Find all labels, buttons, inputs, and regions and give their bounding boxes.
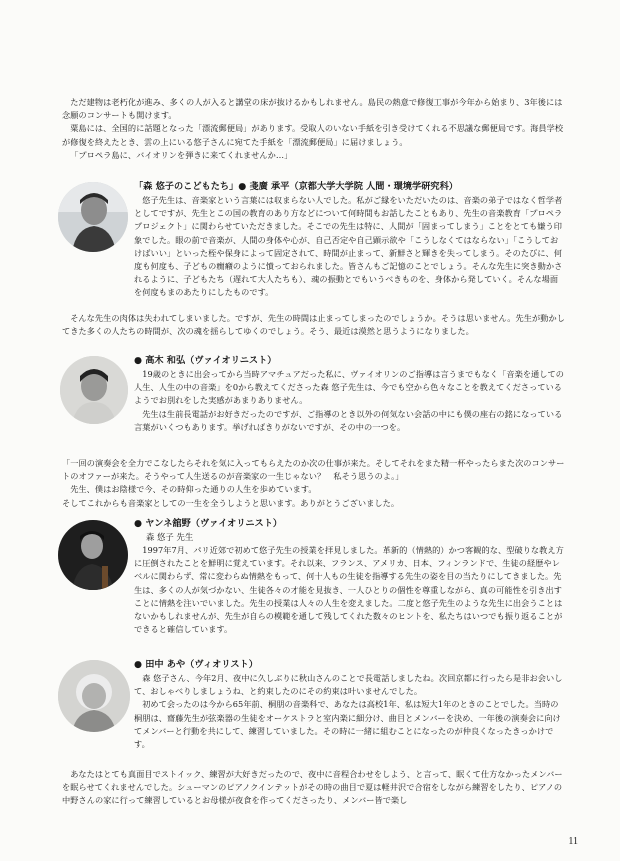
section-heading: ● 田中 あや（ヴィオリスト） (134, 659, 258, 670)
section-paragraph: 悠子先生は、音楽家という言葉には収まらない人でした。私がご縁をいただいたのは、音楽の弟子ではなく哲学者としてですが、先生とこの国の教育のあり方などについて何時間もお話したこともあり、先生の音楽教育「プロペラプロジェクト」に関わらせていただきました。そこでの先生は特に、人間が「固まってしまう」ことをとても嫌う印象でした。眼の前で音楽が、人間の身体や心が、自己否定や自己顕示欲や「こうしなくてはならない」「こうしておけばいい」といった桎や保身によって固定されて、時間が止まって、新鮮さと輝きを失ってしまう。そのたびに、何度も何度も、子どもの癇癪のように憤っておられました。皆さんもご記憶のことでしょう。そんな先生に突き動かされるように、子どもたち（遅れて大人たちも）、魂の振動とでもいうべきものを、身体から発していく。そんな場面を何度もまのあたりにしたものです。 (134, 195, 563, 298)
section-1 (134, 180, 566, 300)
section-1-continued (62, 312, 567, 338)
portrait-photo-3 (58, 520, 128, 590)
section-paragraph: あなたはとても真面目でストイック、練習が大好きだったので、夜中に音程合わせをしよう、と言って、眠くて仕方なかったメンバーを眠らせてくれませんでした。シューマンのピアノクインテットがその時の曲目で夏は軽井沢で合宿をしながら練習をしたり、ピアノの中野さんの家に行って練習しているとお母様が夜食を作ってくださったり、メンバー皆で楽し (62, 769, 563, 806)
section-heading: ● 高木 和弘（ヴァイオリニスト） (134, 355, 277, 366)
section-3 (134, 517, 566, 636)
portrait-photo-1 (58, 182, 128, 252)
section-paragraph: 森 悠子さん、今年2月、夜中に久しぶりに秋山さんのことで長電話しましたね。次回京都に行ったら是非お会いして、おしゃべりしましょうね、と約束したのにその約束は叶いませんでした。 (134, 673, 563, 697)
intro-paragraph: ただ建物は老朽化が進み、多くの人が入ると講堂の床が抜けるかもしれません。島民の熱意で修復工事が今年から始まり、3年後には念願のコンサートも開けます。 (62, 97, 563, 121)
section-paragraph: 先生は生前長電話がお好きだったのですが、ご指導のとき以外の何気ない会話の中にも僕の座右の銘になっている言葉がいくつもあります。挙げればきりがないですが、その中の一つを。 (134, 408, 563, 432)
portrait-photo-4 (58, 660, 130, 732)
section-2-continued (62, 457, 567, 510)
section-subheading: 森 悠子 先生 (146, 532, 194, 542)
section-paragraph: 19歳のときに出会ってから当時アマチュアだった私に、ヴァイオリンのご指導は言うまでもなく「音楽を通しての人生、人生の中の音楽」を0から教えてくださった森 悠子先生は、今でも空から色々なことを教えてくださっているようでお別れをした実感があまりありません。 (134, 369, 565, 406)
intro-paragraph: 粟島には、全国的に話題となった「漂流郵便局」があります。受取人のいない手紙を引き受けてくれる不思議な郵便局です。海員学校が修復を終えたとき、雲の上にいる悠子さんに宛てた手紙を「漂流郵便局」に届けましょう。 (62, 123, 564, 147)
section-4-continued (62, 768, 567, 808)
portrait-photo-2 (60, 356, 128, 424)
section-paragraph: 先生、僕はお陰様で今、その時仰った通りの人生を歩めています。 (70, 484, 317, 495)
section-paragraph: そしてこれからも音楽家としての一生を全うしようと思います。ありがとうございました。 (62, 497, 400, 508)
section-paragraph: 初めて会ったのは今から65年前、桐朋の音楽科で、あなたは高校1年、私は短大1年のときのことでした。当時の桐朋は、齋藤先生が弦楽器の生徒をオーケストラと室内楽に細分け、曲目とメンバーを決め、一年後の演奏会に向けてメンバーと行動を共にして、練習していました。その時に一緒に組むことになったのが仲良くなったきっかけです。 (134, 699, 561, 750)
section-paragraph: 「一回の演奏会を全力でこなしたらそれを気に入ってもらえたのか次の仕事が来た。そしてそれをまた精一杯やったらまた次のコンサートのオファーが来た。そうやって人生送るのが音楽家の一生じゃない？ 私そう思うのよ。」 (62, 458, 565, 482)
intro-paragraph: 「プロペラ島に、バイオリンを弾きに来てくれませんか…」 (70, 149, 293, 160)
section-heading: ● ヤンネ舘野（ヴァイオリニスト） (134, 518, 283, 529)
section-paragraph: 1997年7月、パリ近郊で初めて悠子先生の授業を拝見しました。革新的（情熱的）かつ客観的な、型破りな教え方に圧倒されたことを鮮明に覚えています。それ以来、フランス、アメリカ、日本、フィンランドで、生徒の経歴やレベルに関わらず、常に変わらぬ情熱をもって、何十人もの生徒を指導する先生の姿を目の当たりにしてきました。先生は、多くの人が気づかない、生徒各々の才能を見抜き、一人ひとりの個性を尊重しながら、真の可能性を引き出すことに情熱を注いでいました。先生の授業は人々の人生を変えました。二度と悠子先生のような先生に出会うことはないかもしれませんが、先生が自らの模範を通して残してくれた数々のヒントを、私たちはいつでも振り返ることができると確信しています。 (134, 545, 564, 635)
section-heading: 「森 悠子のこどもたち」● 戔廣 承平（京都大学大学院 人間・環境学研究科） (134, 181, 458, 192)
intro-text (62, 96, 567, 162)
section-4 (134, 658, 566, 751)
section-paragraph: そんな先生の肉体は失われてしまいました。ですが、先生の時間は止まってしまったのでしょうか。そうは思いません。先生が動かしてきた多くの人たちの時間が、次の魂を揺らしてゆくのでしょう。そう、最近は漠然と思うようになりました。 (62, 313, 565, 337)
section-2 (134, 354, 566, 434)
page-number: 11 (568, 836, 578, 847)
